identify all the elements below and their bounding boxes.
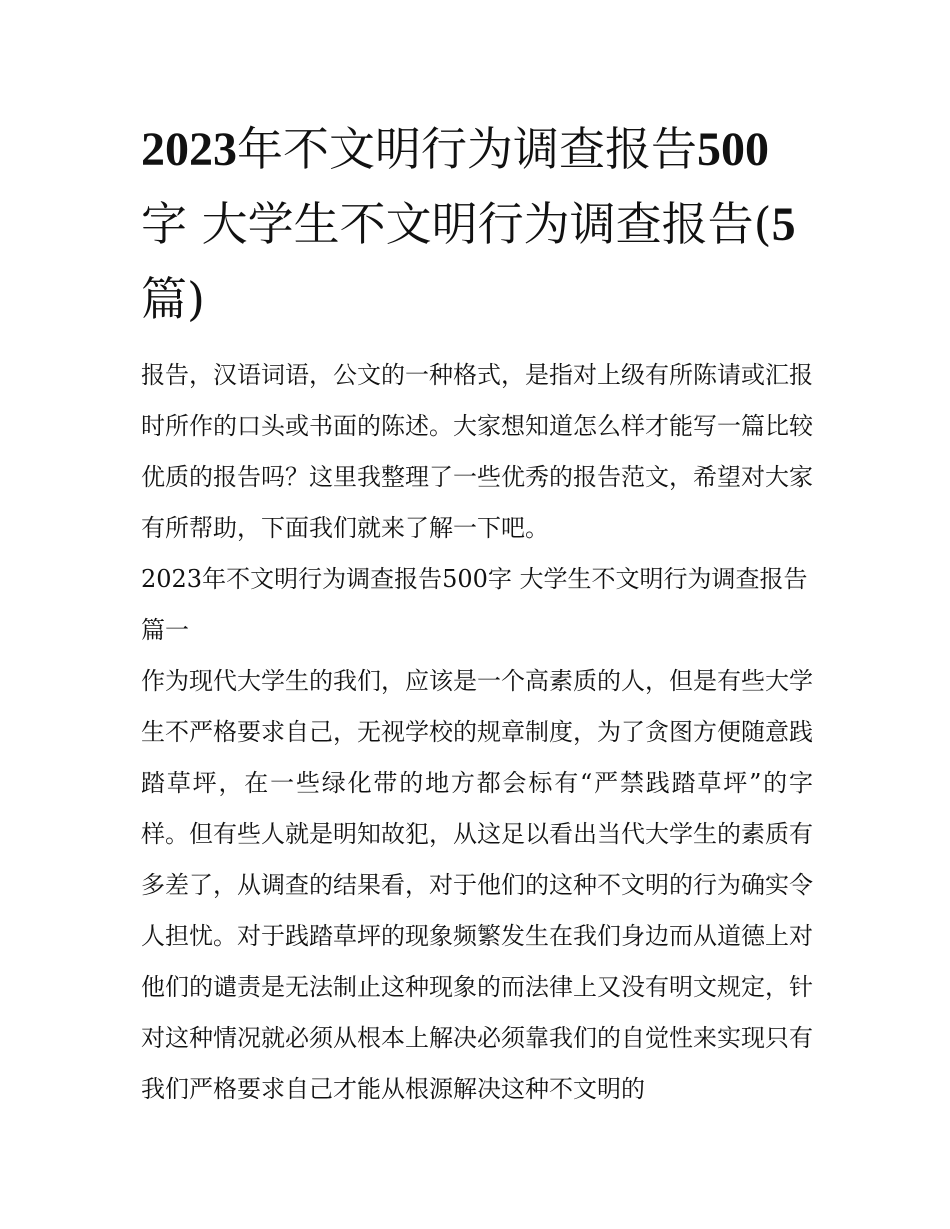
document-content [141,112,813,1115]
document-title [141,112,813,337]
section-heading: 2023年不文明行为调查报告500字 大学生不文明行为调查报告篇一 [141,565,808,644]
title-text-1: 年不文明行为调查报告 [237,122,697,176]
title-count: 500 [697,123,769,176]
title-number: 5 [771,198,796,251]
title-year: 2023 [141,123,237,176]
title-text-2: 字 大学生不文明行为调查报告( [141,197,772,251]
body-paragraph: 作为现代大学生的我们，应该是一个高素质的人，但是有些大学生不严格要求自己，无视学校的规章制度，为了贪图方便随意践踏草坪，在一些绿化带的地方都会标有“严禁践踏草坪”的字样。但有些人就是明知故犯，从这足以看出当代大学生的素质有多差了，从调查的结果看，对于他们的这种不文明的行为确实令人担忧。对于践踏草坪的现象频繁发生在我们身边而从道德上对他们的谴责是无法制止这种现象的而法律上又没有明文规定，针对这种情况就必须从根本上解决必须靠我们的自觉性来实现只有我们严格要求自己才能从根源解决这种不文明的 [141,667,813,1103]
intro-paragraph: 报告，汉语词语，公文的一种格式，是指对上级有所陈请或汇报时所作的口头或书面的陈述。大家想知道怎么样才能写一篇比较优质的报告吗？这里我整理了一些优秀的报告范文，希望对大家有所帮助，下面我们就来了解一下吧。 [141,361,813,542]
title-text-3: 篇) [141,272,205,326]
